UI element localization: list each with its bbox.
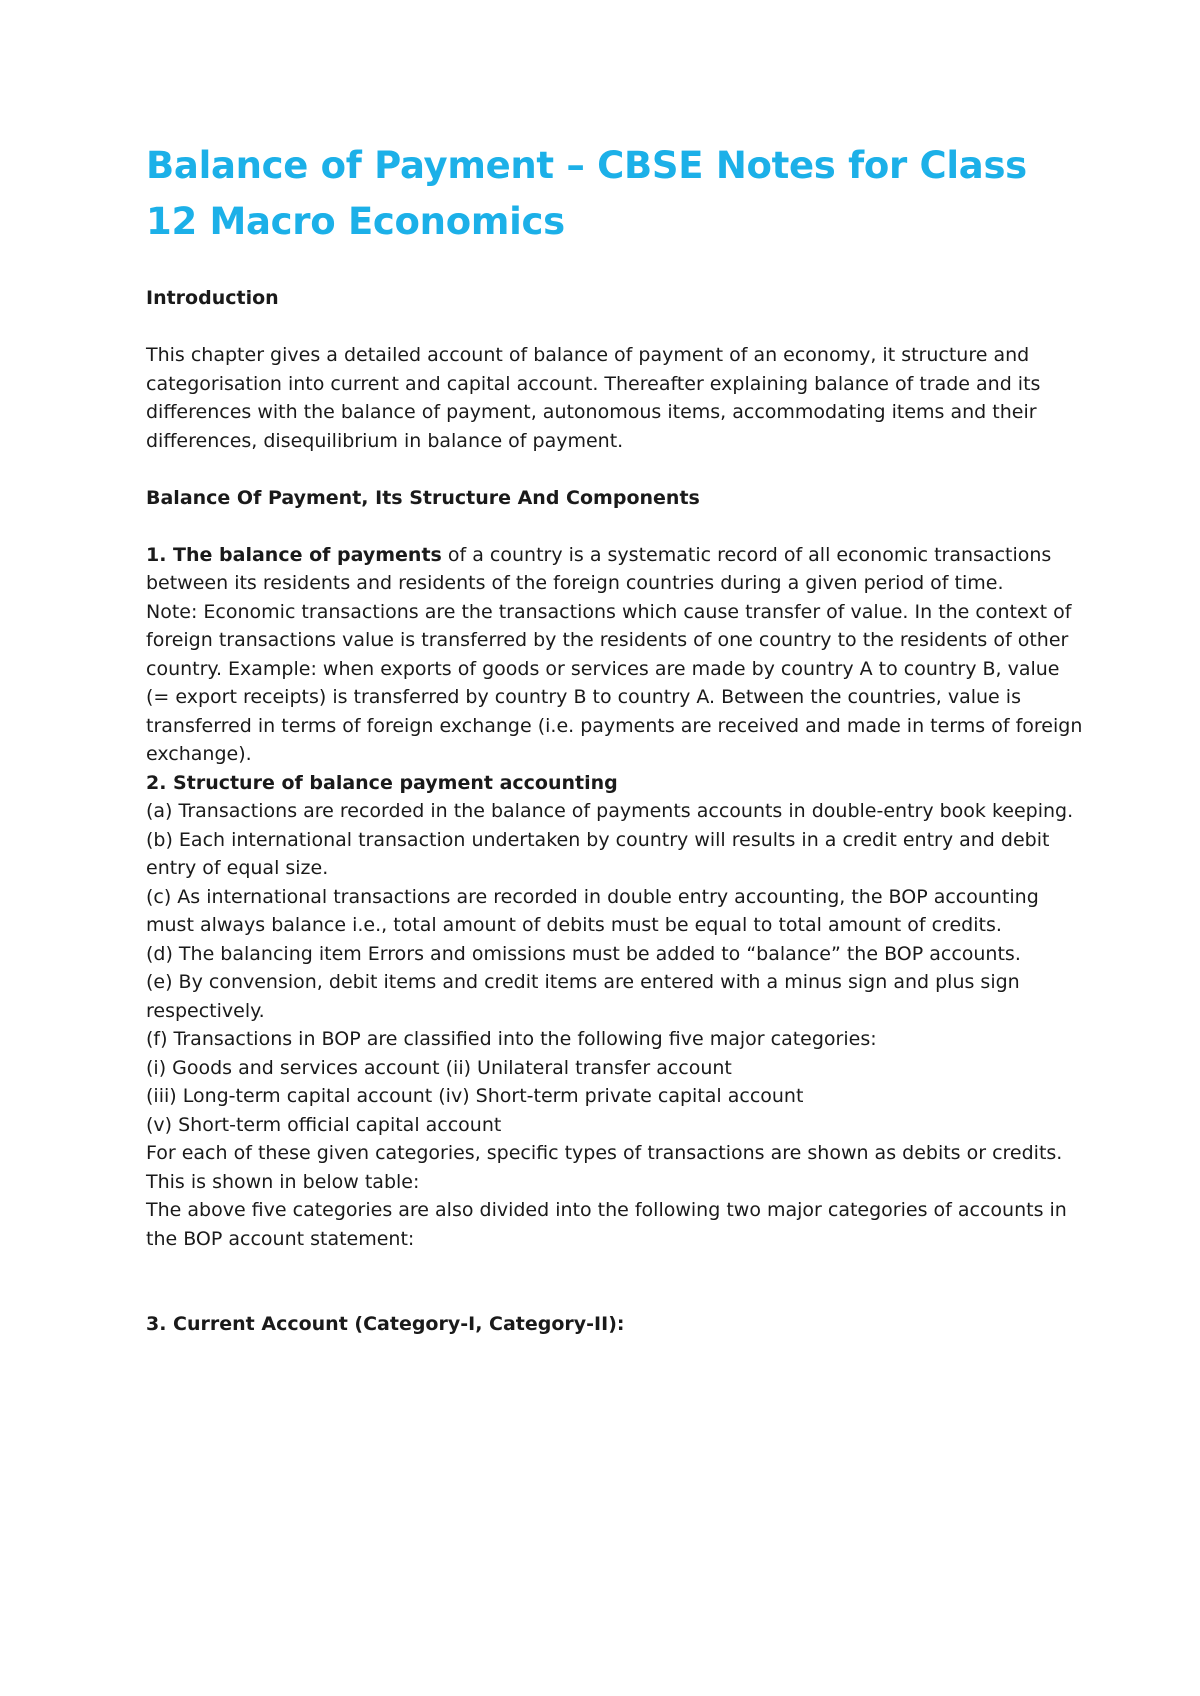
list-item-e: (e) By convension, debit items and credit items are entered with a minus sign and plus sign respectively. [146, 971, 1020, 1022]
list-item-i-ii: (i) Goods and services account (ii) Unilateral transfer account [146, 1056, 732, 1079]
list-item-d: (d) The balancing item Errors and omissions must be added to “balance” the BOP accounts. [146, 942, 1021, 965]
list-item-a: (a) Transactions are recorded in the balance of payments accounts in double-entry book keeping. [146, 800, 1074, 822]
page-title: Balance of Payment – CBSE Notes for Class 12 Macro Economics [146, 144, 1027, 243]
point-1-paragraph [146, 541, 1086, 598]
intro-heading: Introduction [146, 287, 279, 309]
point-1-text: of a country is a systematic record of all economic transactions between its residents and residents of the foreign countries during a given period of time. [146, 543, 1052, 594]
point-2-heading: 2. Structure of balance payment accounting [146, 771, 618, 794]
list-item-c: (c) As international transactions are recorded in double entry accounting, the BOP accounting must always balance i.e., total amount of debits must be equal to total amount of credits. [146, 885, 1039, 936]
list-item-b: (b) Each international transaction undertaken by country will results in a credit entry and debit entry of equal size. [146, 828, 1050, 879]
document-content [146, 138, 1086, 1339]
intro-paragraph: This chapter gives a detailed account of balance of payment of an economy, it structure and categorisation into current and capital account. Thereafter explaining balance of trade and its differences with the balance of payment, autonomous items, accommodating items and their differences, disequilibrium in balance of payment. [146, 344, 1041, 452]
list-item-v: (v) Short-term official capital account [146, 1113, 502, 1136]
categories-paragraph: For each of these given categories, specific types of transactions are shown as debits or credits. This is shown in below table: [146, 1142, 1063, 1193]
point-3-heading: 3. Current Account (Category-I, Category-II): [146, 1313, 625, 1335]
list-item-iii-iv: (iii) Long-term capital account (iv) Short-term private capital account [146, 1085, 804, 1107]
section-heading: Balance Of Payment, Its Structure And Components [146, 486, 700, 509]
division-paragraph: The above five categories are also divided into the following two major categories of accounts in the BOP account statement: [146, 1199, 1067, 1250]
point-1-label: 1. The balance of payments [146, 543, 442, 566]
list-item-f: (f) Transactions in BOP are classified into the following five major categories: [146, 1028, 877, 1050]
note-paragraph: Note: Economic transactions are the transactions which cause transfer of value. In the context of foreign transactions value is transferred by the residents of one country to the residents of other country. Example: when exports of goods or services are made by country A to country B, value (= export receipts) is transferred by country B to country A. Between the countries, value is transferred in terms of foreign exchange (i.e. payments are received and made in terms of foreign exchange). [146, 600, 1083, 765]
